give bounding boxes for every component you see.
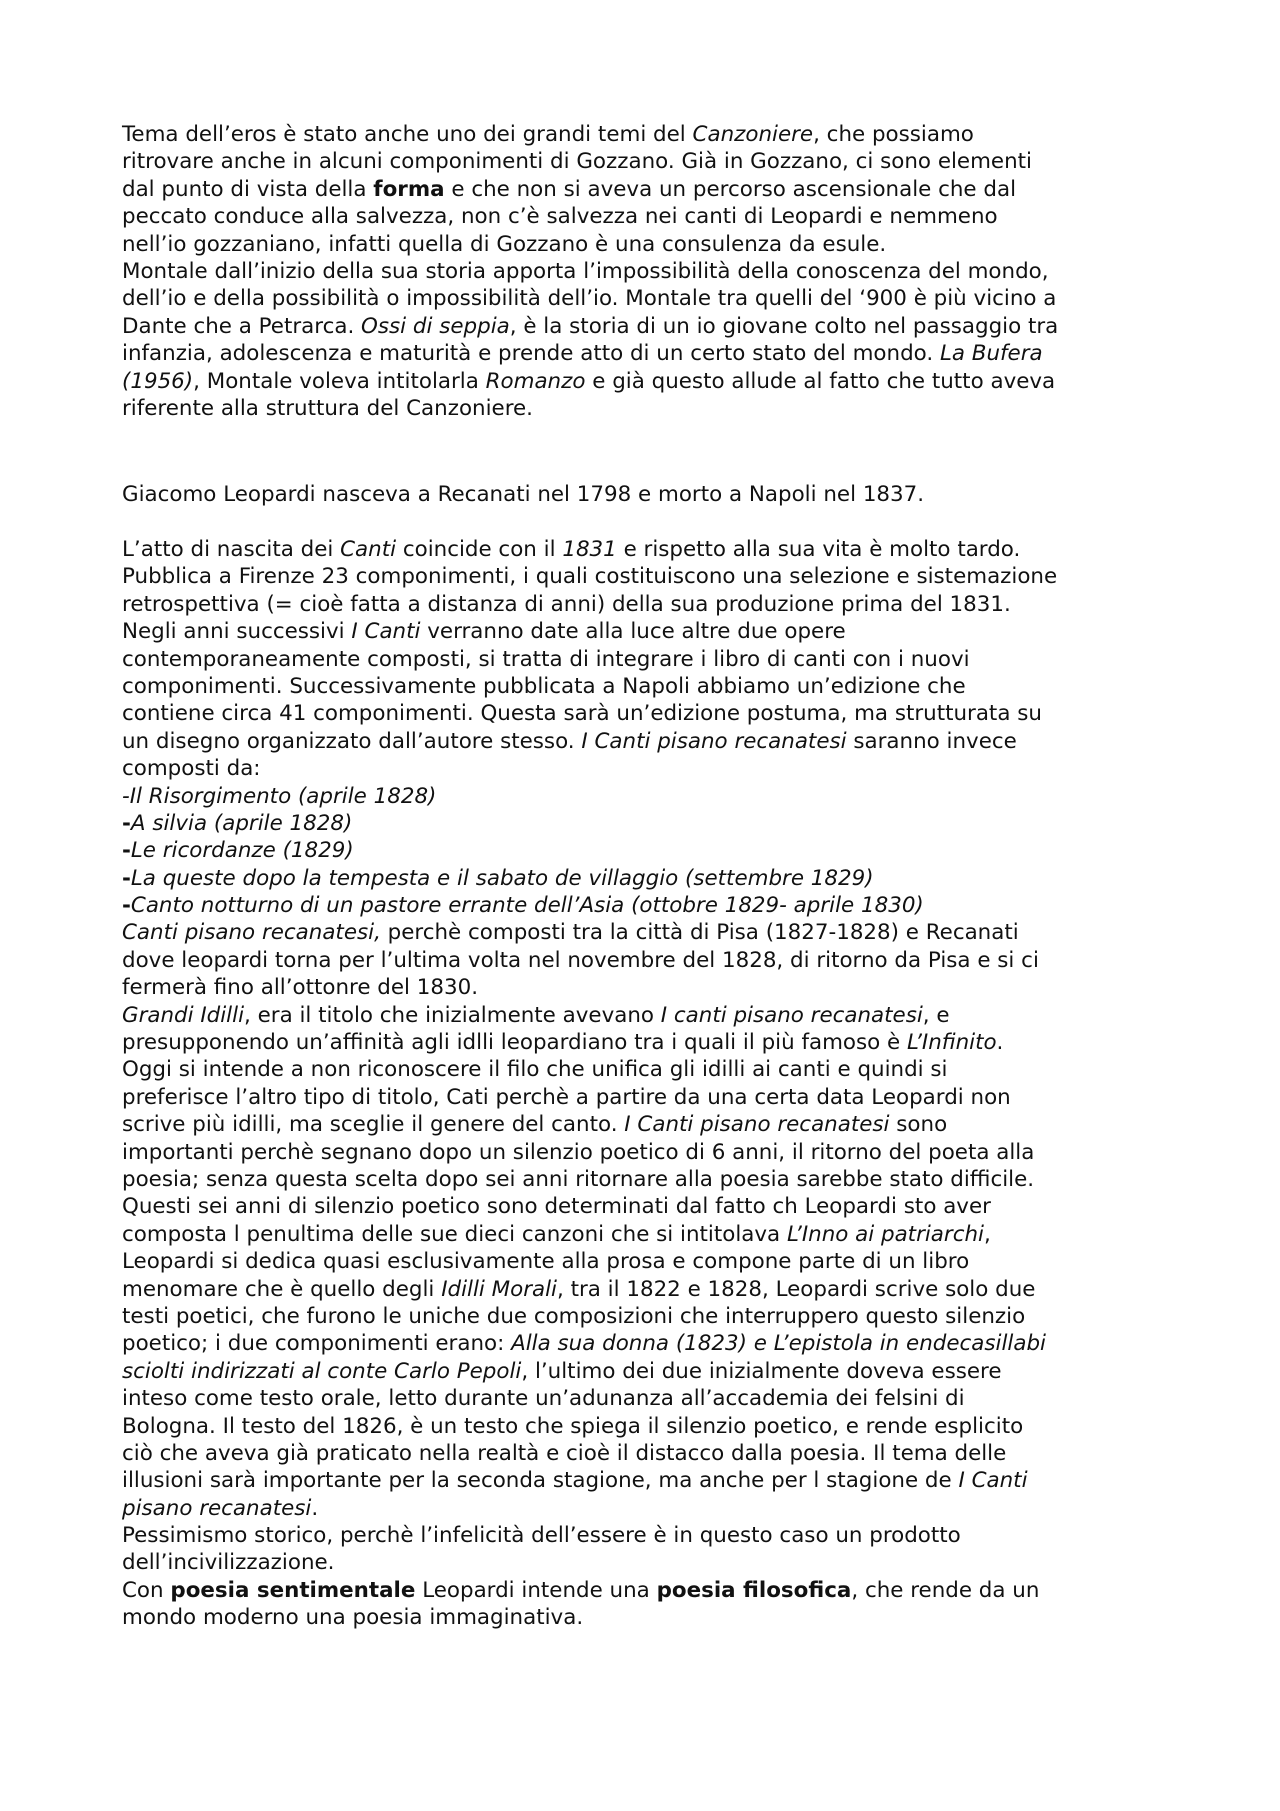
text-run: Leopardi intende una: [415, 1577, 657, 1603]
text-line: [122, 1221, 1182, 1248]
bold-text: poesia sentimentale: [170, 1577, 416, 1603]
italic-text: La queste dopo la tempesta e il sabato de villaggio (settembre 1829): [130, 865, 874, 891]
text-line: [122, 231, 1182, 258]
text-line: [122, 176, 1182, 203]
italic-text: sciolti indirizzati al conte Carlo Pepoli: [122, 1358, 522, 1384]
text-line: [122, 1303, 1182, 1330]
italic-text: Canti: [340, 537, 397, 562]
text-line: [122, 892, 1182, 919]
text-run: , era il titolo che inizialmente avevano: [244, 1002, 661, 1028]
text-line: [122, 700, 1182, 727]
text-line: [122, 1440, 1182, 1467]
paragraph-intro: [122, 121, 1182, 422]
text-run: fermerà fino all’ottonre del 1830.: [122, 975, 479, 1001]
text-line: [122, 1166, 1182, 1193]
text-run: illusioni sarà importante per la seconda stagione, ma anche per l stagione de: [122, 1468, 959, 1494]
text-line: [122, 1029, 1182, 1056]
text-line: [122, 1084, 1182, 1111]
paragraph-canti: [122, 536, 1182, 1632]
text-line: [122, 783, 1182, 810]
text-run: , Montale voleva intitolarla: [193, 368, 486, 394]
text-line: [122, 395, 1182, 422]
text-run: saranno invece: [846, 728, 1017, 754]
text-line: [122, 1549, 1182, 1576]
text-line: [122, 728, 1182, 755]
text-run: mondo moderno una poesia immaginativa.: [122, 1605, 584, 1631]
text-line: [122, 1111, 1182, 1138]
text-line: [122, 837, 1182, 864]
text-line: [122, 481, 1182, 508]
text-run: ,: [983, 1221, 991, 1247]
bold-text: -: [122, 893, 131, 919]
bold-text: poesia filosofica: [656, 1577, 852, 1603]
text-line: [122, 1002, 1182, 1029]
text-run: e che non si aveva un percorso ascensionale che dal: [444, 176, 1017, 202]
text-line: [122, 1056, 1182, 1083]
italic-text: I Canti pisano recanatesi: [581, 728, 847, 754]
text-run: , che rende da un: [851, 1577, 1040, 1603]
text-run: , che possiamo: [813, 122, 974, 147]
italic-text: A silvia (aprile 1828): [130, 810, 353, 836]
italic-text: 1831: [562, 537, 617, 562]
text-run: ciò che aveva già praticato nella realtà e cioè il distacco dalla poesia. Il tema delle: [122, 1440, 1007, 1466]
text-line: [122, 591, 1182, 618]
text-line: [122, 203, 1182, 230]
italic-text: I Canti: [351, 619, 421, 645]
text-line: [122, 1139, 1182, 1166]
text-run: Pubblica a Firenze 23 componimenti, i quali costituiscono una selezione e sistemazione: [122, 564, 1058, 590]
text-run: dell’incivilizzazione.: [122, 1550, 335, 1576]
text-run: sono: [889, 1112, 948, 1138]
text-run: Bologna. Il testo del 1826, è un testo che spiega il silenzio poetico, e rende esplicito: [122, 1413, 1024, 1439]
text-run: dove leopardi torna per l’ultima volta nel novembre del 1828, di ritorno da Pisa e si ci: [122, 947, 1039, 973]
text-run: dell’io e della possibilità o impossibilità dell’io. Montale tra quelli del ‘900 è più vicino a: [122, 286, 1057, 312]
text-line: [122, 1276, 1182, 1303]
text-line: [122, 1413, 1182, 1440]
text-run: ritrovare anche in alcuni componimenti di Gozzano. Già in Gozzano, ci sono elementi: [122, 149, 1032, 175]
text-run: menomare che è quello degli: [122, 1276, 442, 1302]
italic-text: La Bufera: [939, 341, 1043, 367]
text-line: [122, 919, 1182, 946]
text-line: [122, 1193, 1182, 1220]
text-line: [122, 755, 1182, 782]
italic-text: Canzoniere: [692, 122, 814, 147]
italic-text: Canto notturno di un pastore errante dell’Asia (ottobre 1829- aprile 1830): [130, 893, 924, 919]
text-line: [122, 865, 1182, 892]
bold-text: -: [122, 865, 131, 891]
text-line: [122, 810, 1182, 837]
text-line: [122, 1248, 1182, 1275]
italic-text: I Canti pisano recanatesi: [624, 1112, 890, 1138]
text-line: [122, 1330, 1182, 1357]
text-run: scrive più idilli, ma sceglie il genere del canto.: [122, 1112, 625, 1138]
text-line: [122, 313, 1182, 340]
text-run: preferisce l’altro tipo di titolo, Cati perchè a partire da una certa data Leopardi non: [122, 1084, 1011, 1110]
text-line: [122, 1522, 1182, 1549]
italic-text: I canti pisano recanatesi: [660, 1002, 923, 1028]
text-run: importanti perchè segnano dopo un silenzio poetico di 6 anni, il ritorno del poeta alla: [122, 1139, 1035, 1165]
text-run: componimenti. Successivamente pubblicata a Napoli abbiamo un’edizione che: [122, 673, 966, 699]
text-run: presupponendo un’affinità agli idlli leopardiano tra i quali il più famoso è: [122, 1030, 908, 1056]
text-line: [122, 340, 1182, 367]
text-run: .: [311, 1495, 319, 1521]
text-run: inteso come testo orale, letto durante un’adunanza all’accademia dei felsini di: [122, 1386, 965, 1412]
italic-text: Alla sua donna (1823) e L’epistola in endecasillabi: [511, 1331, 1046, 1357]
text-run: .: [996, 1030, 1004, 1056]
bold-text: forma: [373, 176, 445, 202]
text-run: poesia; senza questa scelta dopo sei anni ritornare alla poesia sarebbe stato difficile.: [122, 1166, 1035, 1192]
text-line: [122, 368, 1182, 395]
text-run: Questi sei anni di silenzio poetico sono determinati dal fatto ch Leopardi sto aver: [122, 1194, 991, 1220]
text-run: composti da:: [122, 756, 261, 782]
text-line: [122, 1495, 1182, 1522]
text-line: [122, 148, 1182, 175]
bold-text: -: [122, 838, 131, 864]
text-run: un disegno organizzato dall’autore stesso.: [122, 728, 582, 754]
text-run: poetico; i due componimenti erano:: [122, 1331, 512, 1357]
text-line: [122, 1604, 1182, 1631]
text-run: L’atto di nascita dei: [122, 537, 341, 562]
text-run: composta l penultima delle sue dieci canzoni che si intitolava: [122, 1221, 787, 1247]
text-run: infanzia, adolescenza e maturità e prende atto di un certo stato del mondo.: [122, 341, 940, 367]
italic-text: Le ricordanze (1829): [130, 838, 354, 864]
text-run: Tema dell’eros è stato anche uno dei grandi temi del: [122, 122, 693, 147]
text-run: testi poetici, che furono le uniche due composizioni che interruppero questo silenzio: [122, 1303, 1026, 1329]
italic-text: (1956): [122, 368, 194, 394]
text-run: e rispetto alla sua vita è molto tardo.: [616, 537, 1021, 562]
text-run: Dante che a Petrarca.: [122, 313, 362, 339]
text-line: [122, 618, 1182, 645]
text-run: Montale dall’inizio della sua storia apporta l’impossibilità della conoscenza del mondo,: [122, 258, 1049, 284]
text-run: , è la storia di un io giovane colto nel passaggio tra: [509, 313, 1059, 339]
italic-text: -Il Risorgimento (aprile 1828): [122, 783, 437, 809]
text-line: [122, 536, 1182, 563]
text-line: [122, 1467, 1182, 1494]
text-run: riferente alla struttura del Canzoniere.: [122, 395, 533, 421]
text-line: [122, 285, 1182, 312]
text-run: Oggi si intende a non riconoscere il filo che unifica gli idilli ai canti e quindi si: [122, 1057, 948, 1083]
italic-text: Canti pisano recanatesi,: [122, 920, 381, 946]
text-line: [122, 974, 1182, 1001]
text-run: peccato conduce alla salvezza, non c’è salvezza nei canti di Leopardi e nemmeno: [122, 204, 998, 230]
italic-text: L’Inno ai patriarchi: [786, 1221, 984, 1247]
text-line: [122, 1358, 1182, 1385]
text-line: [122, 563, 1182, 590]
text-line: [122, 121, 1182, 148]
text-run: perchè composti tra la città di Pisa (1827-1828) e Recanati: [380, 920, 1019, 946]
italic-text: pisano recanatesi: [122, 1495, 312, 1521]
italic-text: Romanzo: [485, 368, 586, 394]
text-run: Pessimismo storico, perchè l’infelicità dell’essere è in questo caso un prodotto: [122, 1523, 961, 1549]
text-run: coincide con il: [396, 537, 563, 562]
text-run: verranno date alla luce altre due opere: [420, 619, 846, 645]
paragraph-birth: [122, 481, 1182, 508]
bold-text: -: [122, 810, 131, 836]
text-run: , tra il 1822 e 1828, Leopardi scrive solo due: [556, 1276, 1036, 1302]
text-run: , l’ultimo dei due inizialmente doveva essere: [521, 1358, 1002, 1384]
text-line: [122, 1385, 1182, 1412]
text-run: e già questo allude al fatto che tutto aveva: [585, 368, 1056, 394]
italic-text: Grandi Idilli: [122, 1002, 245, 1028]
text-line: [122, 947, 1182, 974]
text-run: , e: [922, 1002, 950, 1028]
text-line: [122, 673, 1182, 700]
text-run: contiene circa 41 componimenti. Questa sarà un’edizione postuma, ma strutturata su: [122, 701, 1042, 727]
text-run: Negli anni successivi: [122, 619, 352, 645]
text-run: Con: [122, 1577, 171, 1603]
text-run: Leopardi si dedica quasi esclusivamente alla prosa e compone parte di un libro: [122, 1249, 970, 1275]
italic-text: Idilli Morali: [441, 1276, 557, 1302]
text-run: retrospettiva (= cioè fatta a distanza di anni) della sua produzione prima del 1831.: [122, 591, 1011, 617]
text-line: [122, 258, 1182, 285]
text-run: dal punto di vista della: [122, 176, 374, 202]
text-run: contemporaneamente composti, si tratta di integrare i libro di canti con i nuovi: [122, 646, 970, 672]
italic-text: I Canti: [958, 1468, 1028, 1494]
text-run: Giacomo Leopardi nasceva a Recanati nel 1798 e morto a Napoli nel 1837.: [122, 482, 925, 507]
text-line: [122, 1577, 1182, 1604]
text-line: [122, 646, 1182, 673]
italic-text: Ossi di seppia: [361, 313, 510, 339]
text-run: nell’io gozzaniano, infatti quella di Gozzano è una consulenza da esule.: [122, 231, 887, 257]
italic-text: L’Infinito: [907, 1030, 997, 1056]
